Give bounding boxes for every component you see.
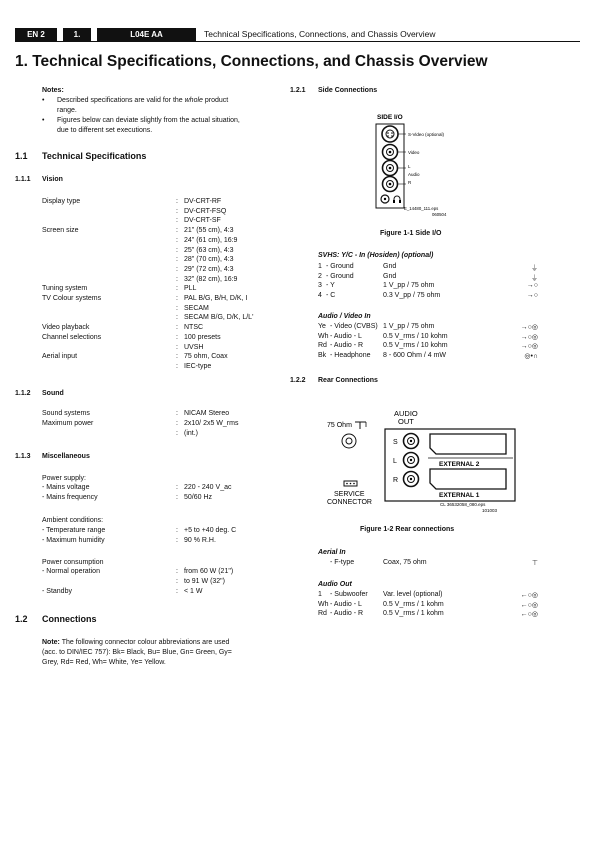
side-fig-date: 060504 — [432, 212, 447, 217]
svideo-connector-icon — [382, 126, 398, 142]
rear-fig-file: CL 36532058_080.eps — [440, 502, 486, 507]
subsection-title: Miscellaneous — [42, 453, 90, 460]
svhs-table-title: SVHS: Y/C - In (Hosiden) (optional) — [318, 252, 434, 259]
av-in-signal: - Video (CVBS) — [330, 323, 378, 330]
subsection-title: Sound — [42, 390, 64, 397]
input-icon: →○ — [526, 282, 538, 290]
svideo-label: S-Video (optional) — [408, 132, 444, 137]
subsection-title: Vision — [42, 176, 63, 183]
connections-note-line-3: Grey, Rd= Red, Wh= White, Ye= Yellow. — [42, 659, 166, 666]
vision-spec-value: IEC-type — [184, 362, 212, 370]
av-in-row — [318, 342, 538, 352]
subsection-number: 1.2.1 — [290, 87, 306, 94]
side-io-title: SIDE I/O — [377, 114, 403, 121]
audio-out-spec: 0.5 V_rms / 1 kohm — [383, 600, 444, 608]
svhs-signal: - Ground — [326, 272, 354, 280]
misc-spec-value: < 1 W — [184, 588, 203, 595]
audio-out-l-jack-icon — [404, 453, 419, 468]
figure-1-2-caption: Figure 1-2 Rear connections — [360, 526, 455, 533]
section-title: Connections — [42, 614, 97, 624]
av-in-pin: Bk — [318, 352, 327, 360]
output-jack-icon: ←○◎ — [520, 611, 538, 619]
audio-r-label: R — [408, 180, 412, 185]
audio-out-signal: - Audio - R — [330, 610, 364, 618]
service-label-2: CONNECTOR — [327, 499, 372, 506]
service-label-1: SERVICE — [334, 491, 365, 498]
sound-spec-label: Sound systems — [42, 410, 90, 417]
sound-spec-label: Maximum power — [42, 420, 94, 427]
misc-spec-colon: : — [176, 494, 178, 501]
vision-spec-value: PAL B/G, B/H, D/K, I — [184, 295, 248, 302]
page-code-badge: EN 2 — [15, 28, 57, 41]
external-2-label: EXTERNAL 2 — [439, 461, 480, 468]
svhs-pin: 3 — [318, 282, 322, 290]
audio-right-jack-icon — [383, 177, 398, 192]
vision-spec-colon: : — [176, 343, 178, 351]
vision-spec-value: 29" (72 cm), 4:3 — [184, 265, 234, 273]
audio-out-spec: 0.5 V_rms / 1 kohm — [383, 610, 444, 618]
input-jack-icon: →○◎ — [520, 333, 538, 341]
audio-l-label: L — [408, 164, 411, 169]
audio-out-label-1: AUDIO — [394, 409, 418, 418]
audio-out-signal: - Subwoofer — [330, 591, 368, 598]
audio-out-row — [318, 601, 538, 611]
sound-spec-colon: : — [176, 420, 178, 427]
vision-spec-value: DV-CRT-RF — [184, 198, 222, 205]
sound-spec-value: NICAM Stereo — [184, 410, 230, 417]
video-label: Video — [408, 150, 420, 155]
av-in-table-title: Audio / Video In — [318, 313, 371, 320]
av-in-spec: 8 - 600 Ohm / 4 mW — [383, 352, 447, 360]
vision-spec-label: Display type — [42, 198, 81, 205]
subsection-title: Rear Connections — [318, 377, 378, 384]
audio-out-row — [318, 591, 538, 601]
chapter-badge: 1. — [63, 28, 91, 41]
vision-spec-value: NTSC — [184, 324, 204, 332]
vision-spec-colon: : — [176, 236, 178, 244]
misc-spec-colon: : — [176, 578, 178, 585]
misc-spec-label: - Mains voltage — [42, 484, 90, 491]
note-2-line-2: due to different set executions. — [57, 127, 153, 134]
svhs-pin: 2 — [318, 272, 322, 280]
audio-out-signal: - Audio - L — [330, 600, 362, 608]
vision-spec-colon: : — [176, 198, 178, 205]
vision-spec-colon: : — [176, 217, 178, 225]
svhs-spec: 0.3 V_pp / 75 ohm — [383, 292, 441, 300]
vision-spec-colon: : — [176, 275, 178, 283]
sound-spec-colon: : — [176, 410, 178, 417]
vision-spec-colon: : — [176, 265, 178, 273]
vision-spec-value: PLL — [184, 285, 197, 293]
notes-bullet: • — [42, 97, 45, 104]
side-panel-frame — [376, 124, 404, 208]
note-1-line-1: Described specifications are valid for the whole product — [57, 97, 229, 104]
headphone-jack-icon — [381, 195, 401, 203]
misc-spec-colon: : — [176, 588, 178, 595]
vision-spec-value: 32" (82 cm), 16:9 — [184, 275, 238, 283]
svhs-pin: 1 — [318, 263, 322, 270]
note-1-line-2: range. — [57, 107, 77, 114]
av-in-pin: Wh — [318, 332, 329, 340]
svhs-spec: 1 V_pp / 75 ohm — [383, 282, 435, 290]
av-in-row — [318, 323, 538, 333]
vision-spec-colon: : — [176, 324, 178, 332]
aerial-socket-icon — [342, 434, 356, 448]
audio-label: Audio — [408, 172, 420, 177]
av-in-spec: 1 V_pp / 75 ohm — [383, 323, 435, 330]
misc-spec-label: - Normal operation — [42, 568, 100, 575]
aerial-in-title: Aerial In — [318, 549, 346, 556]
vision-spec-label: Tuning system — [42, 285, 88, 293]
vision-spec-colon: : — [176, 246, 178, 254]
misc-spec-value: 50/60 Hz — [184, 494, 213, 501]
svhs-spec: Gnd — [383, 263, 397, 270]
vision-spec-colon: : — [176, 207, 178, 215]
vision-spec-value: 25" (63 cm), 4:3 — [184, 246, 234, 254]
av-in-signal: - Audio - L — [330, 332, 362, 340]
vision-spec-value: DV-CRT-SF — [184, 217, 221, 225]
subsection-number: 1.1.2 — [15, 390, 31, 397]
av-in-spec: 0.5 V_rms / 10 kohm — [383, 342, 448, 350]
notes-bullet: • — [42, 117, 45, 124]
side-io-figure — [370, 110, 460, 218]
audio-out-label-2: OUT — [398, 417, 414, 426]
aerial-ohm-label: 75 Ohm — [327, 422, 352, 429]
subwoofer-jack-icon — [404, 434, 419, 449]
misc-spec-label: - Mains frequency — [42, 494, 98, 501]
aerial-signal: - F-type — [330, 559, 355, 566]
input-jack-icon: →○◎ — [520, 324, 538, 331]
audio-l-label: L — [393, 458, 397, 465]
subsection-number: 1.2.2 — [290, 377, 306, 384]
vision-spec-label: Channel selections — [42, 333, 102, 341]
vision-spec-colon: : — [176, 295, 178, 302]
svhs-spec: Gnd — [383, 272, 397, 280]
misc-spec-label: Power supply: — [42, 475, 86, 482]
vision-spec-value: 75 ohm, Coax — [184, 353, 228, 361]
subsection-number: 1.1.3 — [15, 453, 31, 460]
vision-spec-label: TV Colour systems — [42, 295, 102, 302]
audio-out-pin: Rd — [318, 610, 327, 618]
headphone-jack-icon: ◎•∩ — [524, 353, 538, 361]
input-jack-icon: →○◎ — [520, 343, 538, 351]
sound-spec-value: 2x10/ 2x5 W_rms — [184, 420, 239, 427]
svhs-signal: - Y — [326, 282, 335, 290]
audio-out-title: Audio Out — [318, 581, 352, 588]
svhs-row — [318, 263, 538, 273]
vision-spec-value: SECAM B/G, D/K, L/L' — [184, 314, 254, 322]
svhs-pin: 4 — [318, 292, 322, 300]
svhs-signal: - Ground — [326, 263, 354, 270]
misc-spec-value: from 60 W (21") — [184, 568, 234, 575]
misc-spec-value: to 91 W (32") — [184, 578, 225, 585]
vision-spec-colon: : — [176, 362, 178, 370]
subwoofer-s-label: S — [393, 439, 398, 446]
section-number: 1.1 — [15, 151, 28, 161]
vision-spec-colon: : — [176, 333, 178, 341]
figure-1-1-caption: Figure 1-1 Side I/O — [380, 230, 442, 237]
notes-heading: Notes: — [42, 87, 64, 94]
audio-out-r-jack-icon — [404, 472, 419, 487]
misc-spec-value: 220 - 240 V_ac — [184, 484, 232, 491]
av-in-row — [318, 333, 538, 343]
vision-spec-colon: : — [176, 304, 178, 312]
sound-spec-value: (int.) — [184, 430, 198, 437]
section-title: Technical Specifications — [42, 151, 147, 161]
misc-spec-colon: : — [176, 527, 178, 534]
sound-spec-colon: : — [176, 430, 178, 437]
vision-spec-value: 21" (55 cm), 4:3 — [184, 227, 234, 235]
service-connector-icon — [344, 481, 357, 486]
vision-spec-label: Aerial input — [42, 353, 78, 361]
vision-spec-colon: : — [176, 285, 178, 293]
av-in-spec: 0.5 V_rms / 10 kohm — [383, 332, 448, 340]
model-badge: L04E AA — [97, 28, 196, 41]
audio-left-jack-icon — [383, 161, 398, 176]
vision-spec-value: 24" (61 cm), 16:9 — [184, 236, 238, 244]
page-title: 1. Technical Specifications, Connections, and Chassis Overview — [15, 53, 488, 70]
misc-spec-label: Ambient conditions: — [42, 517, 104, 524]
aerial-icon: ⊤ — [531, 560, 538, 567]
vision-spec-colon: : — [176, 353, 178, 361]
output-jack-icon: ←○◎ — [520, 592, 538, 599]
vision-spec-value: UVSH — [184, 343, 204, 351]
vision-spec-label: Screen size — [42, 227, 79, 235]
misc-spec-label: - Temperature range — [42, 527, 106, 534]
audio-out-spec: Var. level (optional) — [383, 591, 443, 598]
side-fig-file: E_14480_111.eps — [404, 206, 439, 211]
misc-spec-value: +5 to +40 deg. C — [184, 527, 237, 534]
av-in-row — [318, 352, 538, 362]
audio-out-pin: Wh — [318, 600, 329, 608]
av-in-signal: - Headphone — [330, 352, 371, 360]
section-number: 1.2 — [15, 614, 28, 624]
connections-note-line-2: (acc. to DIN/IEC 757): Bk= Black, Bu= Blue, Gn= Green, Gy= — [42, 649, 232, 656]
vision-spec-value: 28" (70 cm), 4:3 — [184, 256, 234, 264]
misc-spec-colon: : — [176, 537, 178, 544]
av-in-pin: Ye — [318, 323, 326, 330]
output-jack-icon: ←○◎ — [520, 601, 538, 609]
misc-spec-colon: : — [176, 484, 178, 491]
running-header-title: Technical Specifications, Connections, and Chassis Overview — [204, 29, 436, 39]
video-jack-icon — [383, 145, 398, 160]
connections-note-line-1: Note: The following connector colour abbreviations are used — [42, 639, 230, 646]
vision-spec-value: SECAM — [184, 304, 209, 312]
av-in-signal: - Audio - R — [330, 342, 364, 350]
misc-spec-label: - Standby — [42, 588, 72, 595]
aerial-row — [318, 559, 538, 569]
note-2-line-1: Figures below can deviate slightly from the actual situation, — [57, 117, 240, 124]
subsection-number: 1.1.1 — [15, 176, 31, 183]
svhs-row — [318, 282, 538, 292]
vision-spec-colon: : — [176, 256, 178, 264]
vision-spec-colon: : — [176, 227, 178, 235]
external-1-label: EXTERNAL 1 — [439, 492, 480, 499]
vision-spec-label: Video playback — [42, 324, 90, 332]
svhs-signal: - C — [326, 292, 336, 300]
vision-spec-value: DV-CRT-FSQ — [184, 207, 227, 215]
svhs-row — [318, 273, 538, 283]
scart-external-1-icon — [430, 469, 506, 489]
ground-icon: ⏚ — [531, 274, 538, 282]
rear-fig-date: 101003 — [482, 508, 498, 513]
header-rule — [15, 41, 580, 42]
misc-spec-colon: : — [176, 568, 178, 575]
svhs-row — [318, 292, 538, 302]
rear-connections-figure — [318, 405, 523, 517]
aerial-symbol-icon — [355, 422, 366, 429]
ground-icon: ⏚ — [531, 265, 538, 272]
misc-spec-label: - Maximum humidity — [42, 537, 105, 544]
misc-spec-value: 90 % R.H. — [184, 537, 216, 544]
audio-out-pin: 1 — [318, 591, 322, 598]
scart-external-2-icon — [430, 434, 506, 454]
vision-spec-colon: : — [176, 314, 178, 322]
av-in-pin: Rd — [318, 342, 327, 350]
subsection-title: Side Connections — [318, 87, 378, 94]
misc-spec-label: Power consumption — [42, 559, 104, 566]
aerial-spec: Coax, 75 ohm — [383, 559, 427, 566]
vision-spec-value: 100 presets — [184, 333, 221, 341]
input-icon: →○ — [526, 292, 538, 300]
audio-r-label: R — [393, 477, 399, 484]
audio-out-row — [318, 610, 538, 620]
